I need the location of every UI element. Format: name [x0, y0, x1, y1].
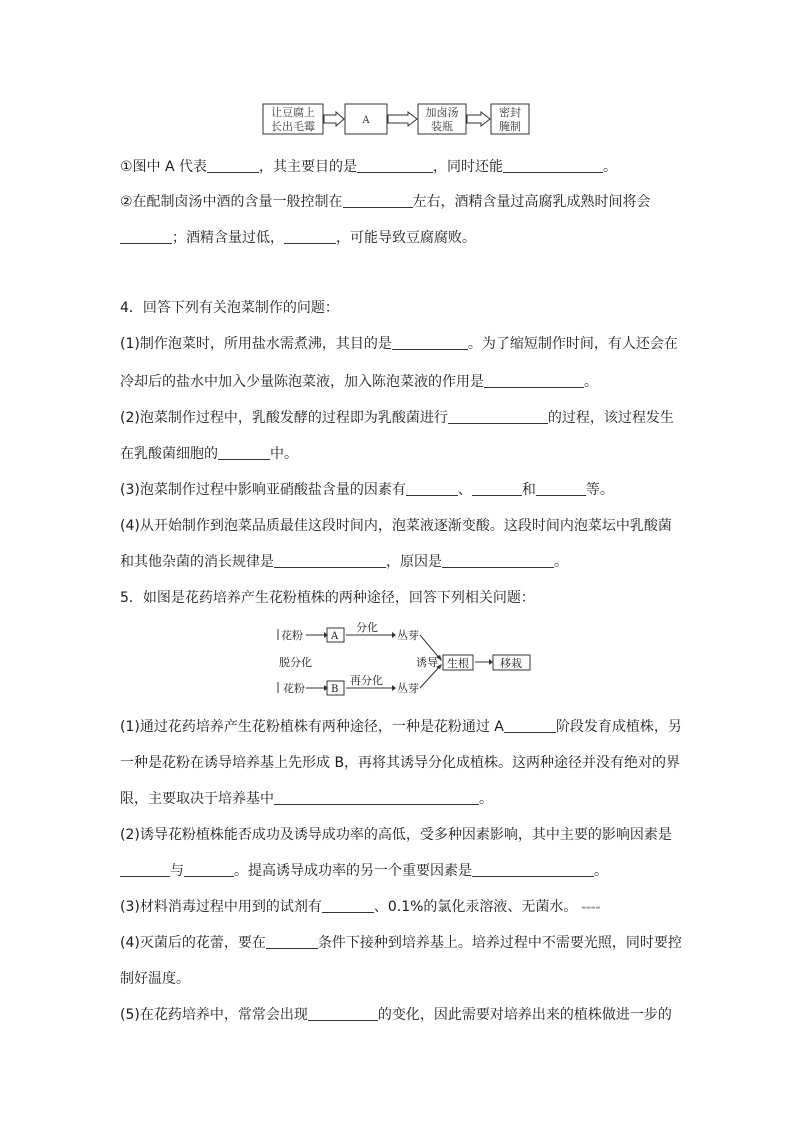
answer-blank[interactable]: [406, 481, 458, 496]
differentiation-label: 分化: [356, 622, 378, 634]
q5-p1-line1: [120, 718, 682, 736]
text: ；酒精含量过低，: [172, 230, 284, 246]
text: ，其主要目的是: [259, 159, 358, 175]
text: (4)从开始制作到泡菜品质最佳这段时间内，泡菜液逐渐变酸。这段时间内泡菜坛中乳酸菌: [120, 518, 672, 534]
box-a-label: A: [331, 631, 339, 642]
transplant-label: 移栽: [500, 657, 522, 670]
q4-p1-line1: [120, 335, 678, 353]
flow-box-seal-line1: 密封: [499, 106, 521, 119]
text: ②在配制卤汤中酒的含量一般控制在: [120, 194, 343, 210]
box-b-label: B: [331, 684, 339, 695]
answer-blank[interactable]: [504, 718, 556, 733]
q5-p2-line2: [120, 862, 608, 880]
flow-box-mold-line2: 长出毛霉: [271, 120, 315, 133]
text: 。提高诱导成功率的另一个重要因素是: [234, 863, 472, 879]
q4-p2-line1: [120, 409, 674, 427]
flow-box-seal-line2: 腌制: [499, 120, 521, 133]
text: 4．回答下列有关泡菜制作的问题：: [120, 300, 339, 316]
q3-sub2-line1: [120, 193, 651, 211]
text: 、0.1%的氯化汞溶液、无菌水。: [373, 899, 578, 915]
answer-blank[interactable]: [284, 229, 336, 244]
shoot-top-label: 丛芽: [397, 629, 419, 642]
q4-p3-line: [120, 481, 614, 499]
text: 、: [457, 482, 472, 498]
text: 的变化，因此需要对培养出来的植株做进一步的: [377, 1007, 672, 1023]
q5-p5-line1: [120, 1006, 672, 1024]
pollen-culture-diagram: [0, 622, 794, 702]
text: 。: [594, 863, 608, 879]
answer-blank[interactable]: [120, 862, 170, 877]
answer-blank[interactable]: [343, 193, 413, 208]
tofu-flowchart: [0, 0, 794, 140]
text: 与: [170, 863, 184, 879]
induce-label: 诱导: [416, 656, 438, 669]
answer-blank[interactable]: [266, 934, 318, 949]
text: (5)在花药培养中，常常会出现: [120, 1007, 308, 1023]
shoot-bottom-label: 丛芽: [397, 682, 419, 695]
text: 。: [554, 554, 568, 570]
q4-title: [120, 299, 339, 317]
redifferentiation-label: 再分化: [350, 674, 383, 687]
text: (2)诱导花粉植株能否成功及诱导成功率的高低，受多种因素影响，其中主要的影响因素是: [120, 827, 672, 843]
answer-blank[interactable]: [274, 553, 386, 568]
text: 左右，酒精含量过高腐乳成熟时间将会: [412, 194, 651, 210]
answer-blank[interactable]: [503, 158, 603, 173]
text: 。: [584, 374, 598, 390]
answer-blank[interactable]: [218, 445, 270, 460]
answer-blank[interactable]: [484, 373, 584, 388]
text: 等。: [585, 482, 614, 498]
text: 。: [479, 791, 493, 807]
q4-p4-line1: [120, 517, 672, 535]
answer-blank[interactable]: [472, 862, 594, 877]
text: (1)制作泡菜时，所用盐水需煮沸，其目的是: [120, 336, 392, 352]
text: (2)泡菜制作过程中，乳酸发酵的过程即为乳酸菌进行: [120, 410, 448, 426]
flow-box-mold-line1: 让豆腐上: [271, 106, 315, 119]
answer-blank[interactable]: [120, 229, 172, 244]
answer-blank[interactable]: [392, 335, 468, 350]
text: 冷却后的盐水中加入少量陈泡菜液，加入陈泡菜液的作用是: [120, 374, 484, 390]
text: ①图中 A 代表: [120, 159, 208, 175]
answer-blank[interactable]: [184, 862, 234, 877]
text: 一种是花粉在诱导培养基上先形成 B，再将其诱导分化成植株。这两种途径并没有绝对的界: [120, 755, 681, 771]
flow-arrow-2: [388, 112, 417, 126]
q5-p1-line2: [120, 754, 680, 772]
text: 中。: [270, 446, 298, 462]
q4-p1-line2: [120, 373, 598, 391]
answer-blank[interactable]: [357, 158, 433, 173]
text: ，原因是: [386, 554, 442, 570]
q5-p4-line2: [120, 970, 190, 988]
text: 阶段发育成植株，另: [555, 719, 682, 735]
pollen-top-label: 花粉: [281, 629, 303, 642]
text: 的过程，该过程发生: [547, 410, 674, 426]
flow-box-brine-line1: 加卤汤: [425, 106, 459, 119]
text: (4)灭菌后的花蕾，要在: [120, 935, 266, 951]
q5-p1-line3: [120, 790, 493, 808]
q5-title: [120, 589, 535, 607]
text: 5．如图是花药培养产生花粉植株的两种途径，回答下列相关问题：: [120, 590, 535, 606]
text: 和: [521, 482, 536, 498]
q4-p2-line2: [120, 445, 298, 463]
text: 限，主要取决于培养基中: [120, 791, 274, 807]
pollen-bottom-label: 花粉: [283, 682, 305, 695]
q3-sub1-line: [120, 158, 617, 176]
answer-blank[interactable]: [207, 158, 259, 173]
answer-blank[interactable]: [448, 409, 548, 424]
flow-box-a-label: A: [362, 115, 370, 126]
text: ，同时还能: [433, 159, 504, 175]
text: 。为了缩短制作时间，有人还会在: [467, 336, 678, 352]
answer-blank[interactable]: [308, 1006, 378, 1021]
q5-p3-line: [120, 898, 600, 917]
q5-p4-line1: [120, 934, 682, 952]
answer-blank[interactable]: [274, 790, 479, 805]
rooting-label: 生根: [447, 657, 469, 670]
answer-blank[interactable]: [536, 481, 586, 496]
text: (3)泡菜制作过程中影响亚硝酸盐含量的因素有: [120, 482, 406, 498]
text: (1)通过花药培养产生花粉植株有两种途径，一种是花粉通过 A: [120, 719, 504, 735]
q5-p2-line1: [120, 826, 672, 844]
flow-arrow-1: [324, 112, 344, 126]
answer-blank[interactable]: [472, 481, 522, 496]
q3-sub2-line2: [120, 229, 476, 247]
faint-watermark-mark: ▬▬▬▬: [581, 905, 601, 911]
text: (3)材料消毒过程中用到的试剂有: [120, 899, 322, 915]
answer-blank[interactable]: [442, 553, 554, 568]
text: 制好温度。: [120, 971, 190, 987]
text: 和其他杂菌的消长规律是: [120, 554, 274, 570]
flow-arrow-3: [467, 112, 490, 126]
q4-p4-line2: [120, 553, 568, 571]
answer-blank[interactable]: [322, 898, 374, 913]
text: ，可能导致豆腐腐败。: [336, 230, 476, 246]
text: 在乳酸菌细胞的: [120, 446, 218, 462]
dedifferentiation-label: 脱分化: [279, 656, 312, 669]
text: 条件下接种到培养基上。培养过程中不需要光照，同时要控: [317, 935, 682, 951]
flow-box-brine-line2: 装瓶: [431, 120, 453, 133]
text: 。: [603, 159, 618, 175]
